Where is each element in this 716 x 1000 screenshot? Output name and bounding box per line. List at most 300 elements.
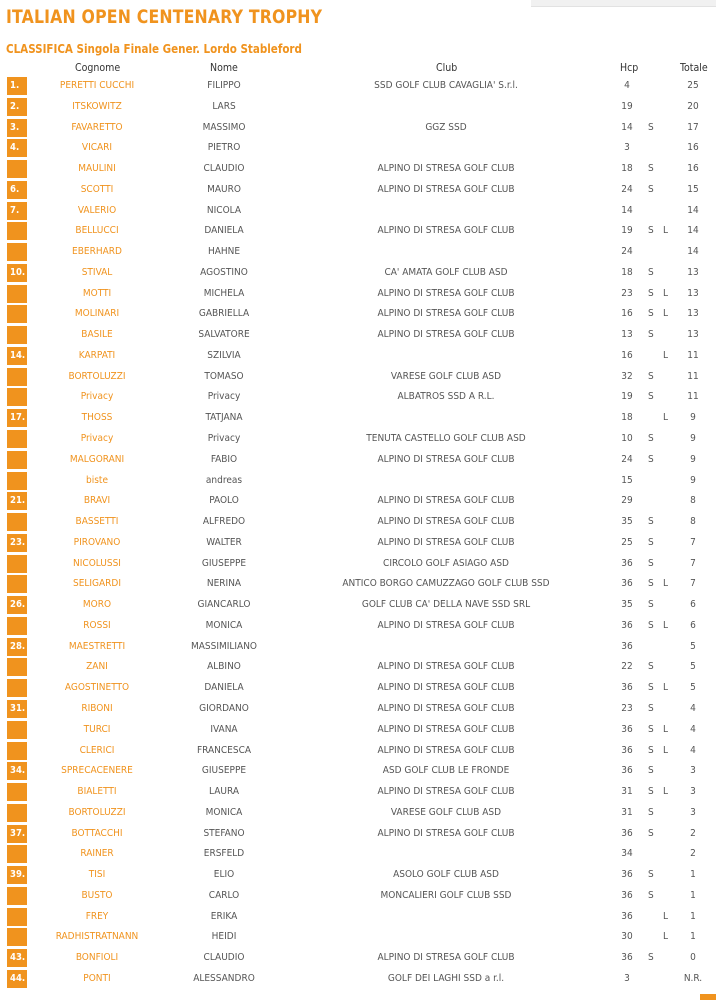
- position-text: 44.: [10, 972, 26, 984]
- hcp-cell: 19: [621, 225, 633, 237]
- nome-cell: ALFREDO: [202, 516, 246, 528]
- corner-decoration: [700, 994, 716, 1000]
- club-cell: ALPINO DI STRESA GOLF CLUB: [377, 619, 515, 631]
- cognome-cell: VALERIO: [77, 204, 117, 216]
- nome-cell: NERINA: [206, 578, 242, 590]
- totale-cell: 4: [690, 723, 696, 735]
- club-cell: ALPINO DI STRESA GOLF CLUB: [377, 786, 515, 798]
- nome-cell: SZILVIA: [207, 349, 241, 361]
- totale-cell: 8: [690, 516, 696, 528]
- cognome-cell: MALGORANI: [69, 453, 125, 465]
- table-row: [0, 616, 716, 637]
- nome-cell: DANIELA: [204, 225, 244, 237]
- s-flag-cell: S: [648, 536, 654, 548]
- position-text: 14.: [10, 349, 26, 361]
- table-row: [0, 803, 716, 824]
- nome-cell: CARLO: [208, 889, 240, 901]
- club-cell: ALPINO DI STRESA GOLF CLUB: [377, 723, 515, 735]
- hcp-cell: 36: [621, 723, 633, 735]
- cognome-cell: SPRECACENERE: [61, 765, 133, 777]
- totale-cell: 1: [690, 910, 696, 922]
- cognome-cell: MOTTI: [82, 287, 112, 299]
- totale-cell: 1: [690, 931, 696, 943]
- cognome-cell: BOTTACCHI: [71, 827, 123, 839]
- cognome-cell: MOLINARI: [74, 308, 120, 320]
- hcp-cell: 3: [624, 142, 630, 154]
- s-flag-cell: S: [648, 516, 654, 528]
- s-flag-cell: S: [648, 329, 654, 341]
- totale-cell: 1: [690, 869, 696, 881]
- cognome-cell: EBERHARD: [72, 246, 122, 258]
- club-cell: ALPINO DI STRESA GOLF CLUB: [377, 827, 515, 839]
- s-flag-cell: S: [648, 163, 654, 175]
- table-row: [0, 242, 716, 263]
- totale-cell: 3: [690, 786, 696, 798]
- hcp-cell: 18: [621, 412, 633, 424]
- position-text: 10.: [10, 266, 26, 278]
- hcp-cell: 15: [621, 474, 633, 486]
- hcp-cell: 34: [621, 848, 633, 860]
- totale-cell: 13: [687, 308, 699, 320]
- cognome-cell: FREY: [85, 910, 109, 922]
- s-flag-cell: S: [648, 952, 654, 964]
- l-flag-cell: L: [663, 349, 669, 361]
- totale-cell: 25: [687, 80, 699, 91]
- hcp-cell: 19: [621, 100, 633, 112]
- cognome-cell: RADHISTRATNANN: [55, 931, 139, 943]
- l-flag-cell: L: [663, 910, 669, 922]
- table-row: [0, 76, 716, 97]
- table-row: [0, 699, 716, 720]
- s-flag-cell: S: [648, 433, 654, 445]
- l-flag-cell: L: [663, 412, 669, 424]
- s-flag-cell: S: [648, 723, 654, 735]
- cognome-cell: BIALETTI: [77, 786, 117, 798]
- club-cell: CIRCOLO GOLF ASIAGO ASD: [383, 557, 509, 569]
- cognome-cell: PIROVANO: [73, 536, 121, 548]
- position-text: 34.: [10, 765, 26, 777]
- nome-cell: GIORDANO: [199, 702, 249, 714]
- club-cell: ALPINO DI STRESA GOLF CLUB: [377, 661, 515, 673]
- club-cell: GGZ SSD: [425, 121, 467, 133]
- totale-cell: 16: [687, 163, 699, 175]
- position-text: 39.: [10, 869, 26, 881]
- nome-cell: PIETRO: [207, 142, 241, 154]
- nome-cell: GIANCARLO: [197, 599, 251, 611]
- nome-cell: CLAUDIO: [203, 952, 245, 964]
- position-text: 6.: [10, 183, 20, 195]
- cognome-cell: KARPATI: [78, 349, 116, 361]
- club-cell: TENUTA CASTELLO GOLF CLUB ASD: [366, 433, 526, 445]
- club-cell: ALPINO DI STRESA GOLF CLUB: [377, 536, 515, 548]
- totale-cell: 4: [690, 744, 696, 756]
- totale-cell: 5: [690, 682, 696, 694]
- s-flag-cell: S: [648, 869, 654, 881]
- page-title: ITALIAN OPEN CENTENARY TROPHY: [6, 6, 323, 28]
- cognome-cell: PERETTI CUCCHI: [59, 80, 135, 91]
- nome-cell: GIUSEPPE: [201, 765, 247, 777]
- hcp-cell: 25: [621, 536, 633, 548]
- header-cognome: Cognome: [75, 62, 121, 74]
- cognome-cell: STIVAL: [81, 266, 113, 278]
- position-text: 28.: [10, 640, 26, 652]
- totale-cell: 6: [690, 619, 696, 631]
- table-row: [0, 969, 716, 990]
- club-cell: SSD GOLF CLUB CAVAGLIA' S.r.l.: [374, 80, 518, 91]
- club-cell: MONCALIERI GOLF CLUB SSD: [380, 889, 512, 901]
- l-flag-cell: L: [663, 931, 669, 943]
- hcp-cell: 36: [621, 827, 633, 839]
- table-row: [0, 948, 716, 969]
- nome-cell: MASSIMILIANO: [190, 640, 258, 652]
- hcp-cell: 36: [621, 765, 633, 777]
- nome-cell: MONICA: [205, 806, 243, 818]
- l-flag-cell: L: [663, 682, 669, 694]
- table-row: [0, 844, 716, 865]
- totale-cell: 9: [690, 453, 696, 465]
- table-row: [0, 574, 716, 595]
- table-row: [0, 761, 716, 782]
- s-flag-cell: S: [648, 661, 654, 673]
- cognome-cell: ITSKOWITZ: [72, 100, 122, 112]
- cognome-cell: ZANI: [86, 661, 108, 673]
- nome-cell: LAURA: [209, 786, 239, 798]
- table-row: [0, 284, 716, 305]
- table-row: [0, 927, 716, 948]
- s-flag-cell: S: [648, 806, 654, 818]
- totale-cell: 7: [690, 557, 696, 569]
- hcp-cell: 18: [621, 266, 633, 278]
- table-row: [0, 886, 716, 907]
- nome-cell: NICOLA: [206, 204, 242, 216]
- s-flag-cell: S: [648, 370, 654, 382]
- position-text: 3.: [10, 121, 20, 133]
- s-flag-cell: S: [648, 786, 654, 798]
- hcp-cell: 36: [621, 910, 633, 922]
- nome-cell: andreas: [205, 474, 243, 486]
- s-flag-cell: S: [648, 827, 654, 839]
- club-cell: ALPINO DI STRESA GOLF CLUB: [377, 682, 515, 694]
- cognome-cell: BASILE: [81, 329, 113, 341]
- nome-cell: PAOLO: [209, 495, 239, 507]
- nome-cell: ERSFELD: [203, 848, 245, 860]
- position-text: 7.: [10, 204, 20, 216]
- totale-cell: 20: [687, 100, 699, 112]
- table-row: [0, 263, 716, 284]
- nome-cell: ELIO: [213, 869, 235, 881]
- hcp-cell: 16: [621, 308, 633, 320]
- cognome-cell: PONTI: [83, 972, 111, 984]
- table-row: [0, 471, 716, 492]
- hcp-cell: 36: [621, 578, 633, 590]
- totale-cell: 11: [687, 349, 699, 361]
- totale-cell: 7: [690, 578, 696, 590]
- club-cell: VARESE GOLF CLUB ASD: [390, 370, 502, 382]
- table-row: [0, 554, 716, 575]
- totale-cell: 1: [690, 889, 696, 901]
- l-flag-cell: L: [663, 723, 669, 735]
- club-cell: ALPINO DI STRESA GOLF CLUB: [377, 287, 515, 299]
- totale-cell: 16: [687, 142, 699, 154]
- top-right-box: [531, 0, 716, 7]
- nome-cell: FILIPPO: [207, 80, 241, 91]
- hcp-cell: 36: [621, 557, 633, 569]
- hcp-cell: 30: [621, 931, 633, 943]
- header-club: Club: [436, 62, 458, 74]
- cognome-cell: BONFIOLI: [75, 952, 119, 964]
- totale-cell: 17: [687, 121, 699, 133]
- table-row: [0, 637, 716, 658]
- club-cell: CA' AMATA GOLF CLUB ASD: [384, 266, 508, 278]
- table-row: [0, 367, 716, 388]
- position-text: 23.: [10, 536, 26, 548]
- totale-cell: N.R.: [683, 972, 703, 984]
- cognome-cell: THOSS: [81, 412, 113, 424]
- table-row: [0, 595, 716, 616]
- nome-cell: Privacy: [207, 391, 241, 403]
- position-text: 37.: [10, 827, 26, 839]
- s-flag-cell: S: [648, 619, 654, 631]
- table-row: [0, 782, 716, 803]
- table-row: [0, 304, 716, 325]
- totale-cell: 7: [690, 536, 696, 548]
- table-row: [0, 325, 716, 346]
- hcp-cell: 36: [621, 744, 633, 756]
- hcp-cell: 4: [624, 80, 630, 91]
- club-cell: ALPINO DI STRESA GOLF CLUB: [377, 702, 515, 714]
- s-flag-cell: S: [648, 578, 654, 590]
- table-header: [0, 61, 716, 76]
- table-row: [0, 429, 716, 450]
- totale-cell: 14: [687, 204, 699, 216]
- hcp-cell: 14: [621, 204, 633, 216]
- cognome-cell: TURCI: [83, 723, 111, 735]
- table-row: [0, 512, 716, 533]
- table-row: [0, 346, 716, 367]
- s-flag-cell: S: [648, 183, 654, 195]
- totale-cell: 0: [690, 952, 696, 964]
- hcp-cell: 36: [621, 869, 633, 881]
- table-row: [0, 221, 716, 242]
- cognome-cell: BELLUCCI: [75, 225, 119, 237]
- nome-cell: STEFANO: [203, 827, 245, 839]
- table-row: [0, 741, 716, 762]
- position-text: 21.: [10, 495, 26, 507]
- nome-cell: ALESSANDRO: [193, 972, 255, 984]
- hcp-cell: 29: [621, 495, 633, 507]
- nome-cell: ERIKA: [210, 910, 238, 922]
- nome-cell: SALVATORE: [198, 329, 250, 341]
- table-row: [0, 907, 716, 928]
- club-cell: ALPINO DI STRESA GOLF CLUB: [377, 183, 515, 195]
- hcp-cell: 35: [621, 516, 633, 528]
- totale-cell: 11: [687, 370, 699, 382]
- nome-cell: WALTER: [206, 536, 242, 548]
- totale-cell: 9: [690, 433, 696, 445]
- s-flag-cell: S: [648, 702, 654, 714]
- nome-cell: MASSIMO: [202, 121, 246, 133]
- cognome-cell: VICARI: [81, 142, 113, 154]
- nome-cell: HEIDI: [211, 931, 237, 943]
- club-cell: ALPINO DI STRESA GOLF CLUB: [377, 516, 515, 528]
- cognome-cell: NICOLUSSI: [73, 557, 121, 569]
- hcp-cell: 23: [621, 287, 633, 299]
- cognome-cell: CLERICI: [79, 744, 115, 756]
- totale-cell: 3: [690, 765, 696, 777]
- cognome-cell: SCOTTI: [80, 183, 114, 195]
- club-cell: ALPINO DI STRESA GOLF CLUB: [377, 225, 515, 237]
- hcp-cell: 18: [621, 163, 633, 175]
- totale-cell: 6: [690, 599, 696, 611]
- cognome-cell: Privacy: [80, 433, 114, 445]
- s-flag-cell: S: [648, 287, 654, 299]
- position-text: 17.: [10, 412, 26, 424]
- club-cell: ALPINO DI STRESA GOLF CLUB: [377, 453, 515, 465]
- club-cell: ALPINO DI STRESA GOLF CLUB: [377, 308, 515, 320]
- table-row: [0, 159, 716, 180]
- totale-cell: 14: [687, 225, 699, 237]
- club-cell: ALPINO DI STRESA GOLF CLUB: [377, 744, 515, 756]
- table-row: [0, 533, 716, 554]
- nome-cell: TATJANA: [205, 412, 243, 424]
- cognome-cell: BORTOLUZZI: [68, 806, 126, 818]
- totale-cell: 4: [690, 702, 696, 714]
- position-text: 1.: [10, 80, 20, 91]
- table-row: [0, 865, 716, 886]
- cognome-cell: BUSTO: [81, 889, 113, 901]
- s-flag-cell: S: [648, 557, 654, 569]
- nome-cell: GABRIELLA: [198, 308, 250, 320]
- club-cell: ALPINO DI STRESA GOLF CLUB: [377, 495, 515, 507]
- club-cell: ALPINO DI STRESA GOLF CLUB: [377, 163, 515, 175]
- page-subtitle: CLASSIFICA Singola Finale Gener. Lordo Stableford: [6, 41, 302, 56]
- s-flag-cell: S: [648, 453, 654, 465]
- totale-cell: 15: [687, 183, 699, 195]
- table-row: [0, 138, 716, 159]
- club-cell: ALBATROS SSD A R.L.: [397, 391, 495, 403]
- totale-cell: 9: [690, 412, 696, 424]
- hcp-cell: 23: [621, 702, 633, 714]
- s-flag-cell: S: [648, 765, 654, 777]
- hcp-cell: 24: [621, 453, 633, 465]
- table-row: [0, 97, 716, 118]
- totale-cell: 11: [687, 391, 699, 403]
- cognome-cell: TISI: [88, 869, 106, 881]
- totale-cell: 5: [690, 640, 696, 652]
- position-text: 4.: [10, 142, 20, 154]
- club-cell: ASD GOLF CLUB LE FRONDE: [382, 765, 510, 777]
- cognome-cell: FAVARETTO: [71, 121, 123, 133]
- s-flag-cell: S: [648, 889, 654, 901]
- table-row: [0, 408, 716, 429]
- cognome-cell: Privacy: [80, 391, 114, 403]
- position-text: 26.: [10, 599, 26, 611]
- totale-cell: 5: [690, 661, 696, 673]
- s-flag-cell: S: [648, 682, 654, 694]
- hcp-cell: 31: [621, 806, 633, 818]
- club-cell: GOLF CLUB CA' DELLA NAVE SSD SRL: [361, 599, 531, 611]
- cognome-cell: RAINER: [80, 848, 114, 860]
- l-flag-cell: L: [663, 744, 669, 756]
- cognome-cell: MAULINI: [78, 163, 116, 175]
- totale-cell: 13: [687, 287, 699, 299]
- cognome-cell: AGOSTINETTO: [64, 682, 130, 694]
- cognome-cell: MAESTRETTI: [68, 640, 126, 652]
- nome-cell: MONICA: [205, 619, 243, 631]
- s-flag-cell: S: [648, 121, 654, 133]
- hcp-cell: 13: [621, 329, 633, 341]
- cognome-cell: ROSSI: [83, 619, 111, 631]
- hcp-cell: 36: [621, 619, 633, 631]
- cognome-cell: MORO: [82, 599, 112, 611]
- hcp-cell: 31: [621, 786, 633, 798]
- nome-cell: Privacy: [207, 433, 241, 445]
- header-totale: Totale: [680, 62, 708, 74]
- club-cell: ALPINO DI STRESA GOLF CLUB: [377, 952, 515, 964]
- l-flag-cell: L: [663, 786, 669, 798]
- totale-cell: 13: [687, 329, 699, 341]
- table-row: [0, 387, 716, 408]
- nome-cell: MICHELA: [203, 287, 245, 299]
- position-text: 31.: [10, 702, 26, 714]
- nome-cell: IVANA: [210, 723, 238, 735]
- cognome-cell: SELIGARDI: [72, 578, 121, 590]
- cognome-cell: BORTOLUZZI: [68, 370, 126, 382]
- header-nome: Nome: [210, 62, 238, 74]
- s-flag-cell: S: [648, 599, 654, 611]
- hcp-cell: 3: [624, 972, 630, 984]
- totale-cell: 9: [690, 474, 696, 486]
- club-cell: ANTICO BORGO CAMUZZAGO GOLF CLUB SSD: [342, 578, 550, 590]
- l-flag-cell: L: [663, 578, 669, 590]
- nome-cell: LARS: [212, 100, 236, 112]
- table-row: [0, 180, 716, 201]
- nome-cell: HAHNE: [207, 246, 241, 258]
- cognome-cell: BASSETTI: [75, 516, 119, 528]
- hcp-cell: 16: [621, 349, 633, 361]
- hcp-cell: 36: [621, 682, 633, 694]
- nome-cell: MAURO: [207, 183, 241, 195]
- hcp-cell: 24: [621, 183, 633, 195]
- hcp-cell: 36: [621, 889, 633, 901]
- header-hcp: Hcp: [620, 62, 639, 74]
- hcp-cell: 35: [621, 599, 633, 611]
- club-cell: ASOLO GOLF CLUB ASD: [393, 869, 499, 881]
- cognome-cell: biste: [86, 474, 108, 486]
- nome-cell: GIUSEPPE: [201, 557, 247, 569]
- l-flag-cell: L: [663, 287, 669, 299]
- hcp-cell: 22: [621, 661, 633, 673]
- totale-cell: 2: [690, 848, 696, 860]
- totale-cell: 3: [690, 806, 696, 818]
- hcp-cell: 36: [621, 952, 633, 964]
- club-cell: GOLF DEI LAGHI SSD a r.l.: [387, 972, 505, 984]
- s-flag-cell: S: [648, 744, 654, 756]
- totale-cell: 2: [690, 827, 696, 839]
- nome-cell: AGOSTINO: [200, 266, 248, 278]
- nome-cell: TOMASO: [204, 370, 244, 382]
- nome-cell: FRANCESCA: [196, 744, 252, 756]
- nome-cell: CLAUDIO: [203, 163, 245, 175]
- s-flag-cell: S: [648, 266, 654, 278]
- club-cell: VARESE GOLF CLUB ASD: [390, 806, 502, 818]
- hcp-cell: 14: [621, 121, 633, 133]
- totale-cell: 13: [687, 266, 699, 278]
- hcp-cell: 19: [621, 391, 633, 403]
- club-cell: ALPINO DI STRESA GOLF CLUB: [377, 329, 515, 341]
- table-row: [0, 720, 716, 741]
- cognome-cell: RIBONI: [81, 702, 113, 714]
